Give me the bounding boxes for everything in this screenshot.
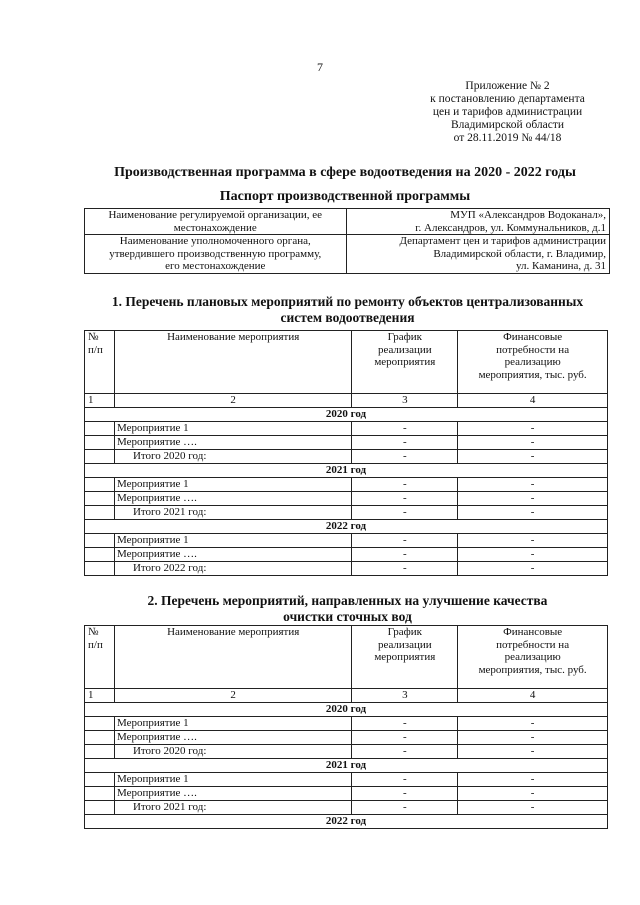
- column-number: 4: [458, 394, 608, 408]
- event-schedule: -: [352, 561, 458, 575]
- column-number: 3: [352, 394, 458, 408]
- row-number: [85, 786, 115, 800]
- event-schedule: -: [352, 772, 458, 786]
- table-row: [85, 533, 608, 547]
- event-finance: -: [458, 547, 608, 561]
- event-schedule: -: [352, 449, 458, 463]
- year-row: [85, 758, 608, 772]
- header-schedule: [352, 626, 458, 689]
- column-number: 2: [114, 689, 351, 703]
- event-finance: -: [458, 561, 608, 575]
- event-name: Мероприятие 1: [114, 772, 351, 786]
- event-finance: -: [458, 505, 608, 519]
- event-finance: -: [458, 730, 608, 744]
- text-line: МУП «Александров Водоканал»,: [450, 209, 606, 221]
- table-row: [85, 716, 608, 730]
- table-row: [85, 491, 608, 505]
- event-name: Итого 2022 год:: [114, 561, 351, 575]
- appendix-block: [400, 80, 615, 145]
- year-label: 2020 год: [85, 407, 608, 421]
- header-no: [85, 331, 115, 394]
- event-schedule: -: [352, 505, 458, 519]
- passport-label: [85, 235, 347, 274]
- title-line: очистки сточных вод: [283, 609, 412, 624]
- column-number-row: [85, 689, 608, 703]
- text-line: утвердившего производственную программу,: [109, 247, 322, 260]
- year-row: [85, 463, 608, 477]
- column-number: 4: [458, 689, 608, 703]
- year-label: 2022 год: [85, 814, 608, 828]
- text-line: Наименование регулируемой организации, ее: [108, 209, 323, 221]
- table-row: [85, 730, 608, 744]
- row-number: [85, 716, 115, 730]
- event-schedule: -: [352, 491, 458, 505]
- text-line: реализации: [377, 343, 432, 356]
- event-schedule: -: [352, 421, 458, 435]
- text-line: п/п: [88, 638, 103, 651]
- text-line: мероприятия, тыс. руб.: [478, 368, 587, 381]
- event-finance: -: [458, 449, 608, 463]
- section2-table: [84, 625, 608, 829]
- row-number: [85, 533, 115, 547]
- event-name: Мероприятие ….: [114, 786, 351, 800]
- text-line: График: [387, 331, 423, 343]
- text-line: мероприятия: [374, 651, 436, 663]
- event-name: Мероприятие ….: [114, 730, 351, 744]
- header-finance: [458, 331, 608, 394]
- text-line: Департамент цен и тарифов администрации: [399, 235, 606, 247]
- total-row: [85, 505, 608, 519]
- event-schedule: -: [352, 716, 458, 730]
- event-schedule: -: [352, 730, 458, 744]
- row-number: [85, 547, 115, 561]
- event-name: Мероприятие ….: [114, 547, 351, 561]
- event-name: Мероприятие 1: [114, 533, 351, 547]
- event-finance: -: [458, 800, 608, 814]
- year-row: [85, 407, 608, 421]
- header-name: Наименование мероприятия: [114, 626, 351, 689]
- appendix-line: цен и тарифов администрации: [432, 106, 583, 118]
- row-number: [85, 730, 115, 744]
- passport-row: [85, 235, 610, 274]
- event-finance: -: [458, 786, 608, 800]
- event-name: Мероприятие ….: [114, 435, 351, 449]
- event-finance: -: [458, 435, 608, 449]
- event-finance: -: [458, 716, 608, 730]
- text-line: его местонахождение: [165, 260, 266, 272]
- event-schedule: -: [352, 477, 458, 491]
- row-number: [85, 477, 115, 491]
- header-name: Наименование мероприятия: [114, 331, 351, 394]
- total-row: [85, 561, 608, 575]
- section1-table: [84, 330, 608, 576]
- row-number: [85, 449, 115, 463]
- appendix-line: к постановлению департамента: [430, 93, 585, 105]
- passport-table: [84, 208, 610, 274]
- appendix-line: от 28.11.2019 № 44/18: [453, 132, 562, 144]
- event-finance: -: [458, 477, 608, 491]
- event-name: Итого 2020 год:: [114, 744, 351, 758]
- text-line: Финансовые: [503, 331, 563, 343]
- appendix-line: Владимирской области: [450, 119, 565, 131]
- text-line: реализацию: [504, 356, 561, 368]
- passport-value: [346, 235, 610, 274]
- text-line: мероприятия: [374, 356, 436, 368]
- title-line: 1. Перечень плановых мероприятий по ремонту объектов централизованных: [111, 294, 584, 309]
- header-no: [85, 626, 115, 689]
- passport-label: [85, 209, 347, 235]
- table-row: [85, 435, 608, 449]
- passport-value: [346, 209, 610, 235]
- year-row: [85, 814, 608, 828]
- text-line: реализацию: [504, 651, 561, 663]
- text-line: №: [88, 331, 99, 343]
- event-name: Мероприятие 1: [114, 716, 351, 730]
- total-row: [85, 449, 608, 463]
- column-number: 2: [114, 394, 351, 408]
- column-number-row: [85, 394, 608, 408]
- event-finance: -: [458, 772, 608, 786]
- row-number: [85, 800, 115, 814]
- event-schedule: -: [352, 786, 458, 800]
- year-label: 2021 год: [85, 463, 608, 477]
- event-finance: -: [458, 744, 608, 758]
- title-line: систем водоотведения: [280, 310, 415, 325]
- section1-title: [80, 294, 615, 326]
- year-row: [85, 519, 608, 533]
- text-line: Наименование уполномоченного органа,: [119, 235, 311, 247]
- row-number: [85, 491, 115, 505]
- text-line: График: [387, 626, 423, 638]
- event-schedule: -: [352, 800, 458, 814]
- event-schedule: -: [352, 533, 458, 547]
- event-name: Мероприятие ….: [114, 491, 351, 505]
- event-name: Мероприятие 1: [114, 477, 351, 491]
- event-schedule: -: [352, 547, 458, 561]
- column-number: 3: [352, 689, 458, 703]
- title-line: 2. Перечень мероприятий, направленных на улучшение качества: [147, 593, 548, 608]
- text-line: потребности на: [496, 638, 570, 651]
- event-finance: -: [458, 491, 608, 505]
- text-line: мероприятия, тыс. руб.: [478, 663, 587, 676]
- table-row: [85, 786, 608, 800]
- text-line: г. Александров, ул. Коммунальников, д.1: [415, 221, 606, 234]
- row-number: [85, 435, 115, 449]
- text-line: реализации: [377, 638, 432, 651]
- year-label: 2020 год: [85, 702, 608, 716]
- header-schedule: [352, 331, 458, 394]
- year-label: 2022 год: [85, 519, 608, 533]
- event-finance: -: [458, 421, 608, 435]
- total-row: [85, 744, 608, 758]
- table-row: [85, 477, 608, 491]
- passport-title: Паспорт производственной программы: [219, 189, 471, 204]
- year-row: [85, 702, 608, 716]
- section2-title: [80, 593, 615, 625]
- row-number: [85, 421, 115, 435]
- passport-row: [85, 209, 610, 235]
- row-number: [85, 744, 115, 758]
- text-line: Владимирской области, г. Владимир,: [433, 247, 606, 260]
- table-header-row: [85, 626, 608, 689]
- event-name: Итого 2020 год:: [114, 449, 351, 463]
- row-number: [85, 505, 115, 519]
- event-finance: -: [458, 533, 608, 547]
- row-number: [85, 561, 115, 575]
- table-row: [85, 772, 608, 786]
- main-title: Производственная программа в сфере водоотведения на 2020 - 2022 годы: [114, 165, 576, 180]
- header-finance: [458, 626, 608, 689]
- event-name: Мероприятие 1: [114, 421, 351, 435]
- table-row: [85, 421, 608, 435]
- page-number: 7: [317, 60, 323, 74]
- column-number: 1: [85, 394, 115, 408]
- text-line: п/п: [88, 343, 103, 356]
- table-header-row: [85, 331, 608, 394]
- column-number: 1: [85, 689, 115, 703]
- event-schedule: -: [352, 435, 458, 449]
- text-line: местонахождение: [173, 221, 257, 234]
- text-line: Финансовые: [503, 626, 563, 638]
- text-line: ул. Каманина, д. 31: [516, 260, 606, 272]
- appendix-line: Приложение № 2: [465, 80, 550, 92]
- event-name: Итого 2021 год:: [114, 505, 351, 519]
- row-number: [85, 772, 115, 786]
- total-row: [85, 800, 608, 814]
- event-schedule: -: [352, 744, 458, 758]
- text-line: №: [88, 626, 99, 638]
- event-name: Итого 2021 год:: [114, 800, 351, 814]
- table-row: [85, 547, 608, 561]
- text-line: потребности на: [496, 343, 570, 356]
- year-label: 2021 год: [85, 758, 608, 772]
